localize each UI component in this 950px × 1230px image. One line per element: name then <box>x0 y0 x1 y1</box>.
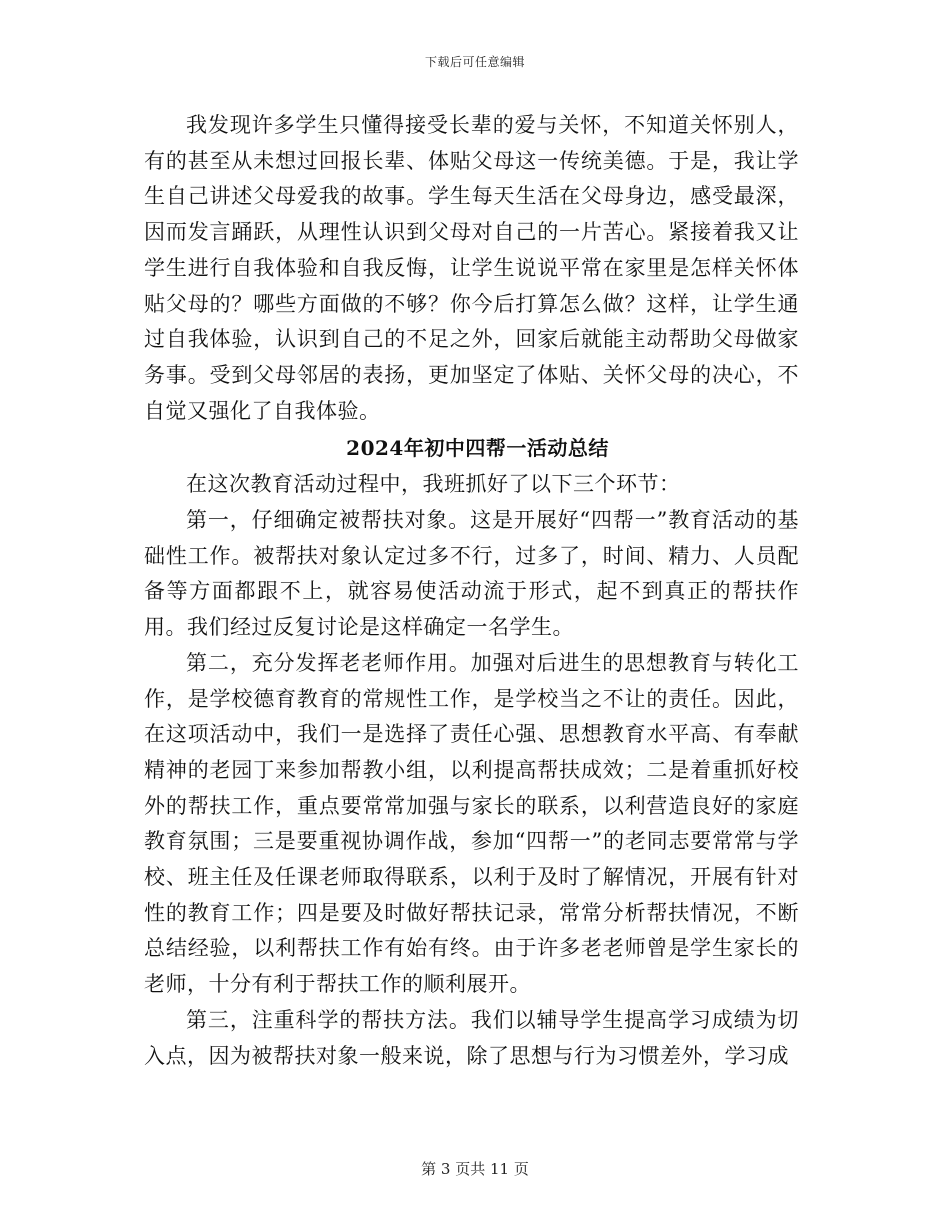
document-body <box>144 108 799 1074</box>
page-number: 第 3 页共 11 页 <box>421 1160 529 1178</box>
page-header-note: 下载后可任意编辑 <box>424 55 525 69</box>
intro-paragraph: 我发现许多学生只懂得接受长辈的爱与关怀，不知道关怀别人，有的甚至从未想过回报长辈、体贴父母这一传统美德。于是，我让学生自己讲述父母爱我的故事。学生每天生活在父母身边，感受最深，因而发言踊跃，从理性认识到父母对自己的一片苦心。紧接着我又让学生进行自我体验和自我反悔，让学生说说平常在家里是怎样关怀体贴父母的？哪些方面做的不够？你今后打算怎么做？这样，让学生通过自我体验，认识到自己的不足之外，回家后就能主动帮助父母做家务事。受到父母邻居的表扬，更加坚定了体贴、关怀父母的决心，不自觉又强化了自我体验。 <box>144 113 799 423</box>
paragraph-overview: 在这次教育活动过程中，我班抓好了以下三个环节： <box>186 472 681 497</box>
paragraph-third-step: 第三，注重科学的帮扶方法。我们以辅导学生提高学习成绩为切入点，因为被帮扶对象一般来说，除了思想与行为习惯差外，学习成 <box>144 1007 799 1068</box>
section-title: 2024年初中四帮一活动总结 <box>346 436 609 461</box>
paragraph-first-step: 第一，仔细确定被帮扶对象。这是开展好“四帮一”教育活动的基础性工作。被帮扶对象认定过多不行，过多了，时间、精力、人员配备等方面都跟不上，就容易使活动流于形式，起不到真正的帮扶作用。我们经过反复讨论是这样确定一名学生。 <box>144 508 799 640</box>
paragraph-second-step: 第二，充分发挥老老师作用。加强对后进生的思想教育与转化工作，是学校德育教育的常规性工作，是学校当之不让的责任。因此，在这项活动中，我们一是选择了责任心强、思想教育水平高、有奉献精神的老园丁来参加帮教小组，以利提高帮扶成效；二是着重抓好校外的帮扶工作，重点要常常加强与家长的联系，以利营造良好的家庭教育氛围；三是要重视协调作战，参加“四帮一”的老同志要常常与学校、班主任及任课老师取得联系，以利于及时了解情况，开展有针对性的教育工作；四是要及时做好帮扶记录，常常分析帮扶情况，不断总结经验，以利帮扶工作有始有终。由于许多老老师曾是学生家长的老师，十分有利于帮扶工作的顺利展开。 <box>144 650 799 997</box>
